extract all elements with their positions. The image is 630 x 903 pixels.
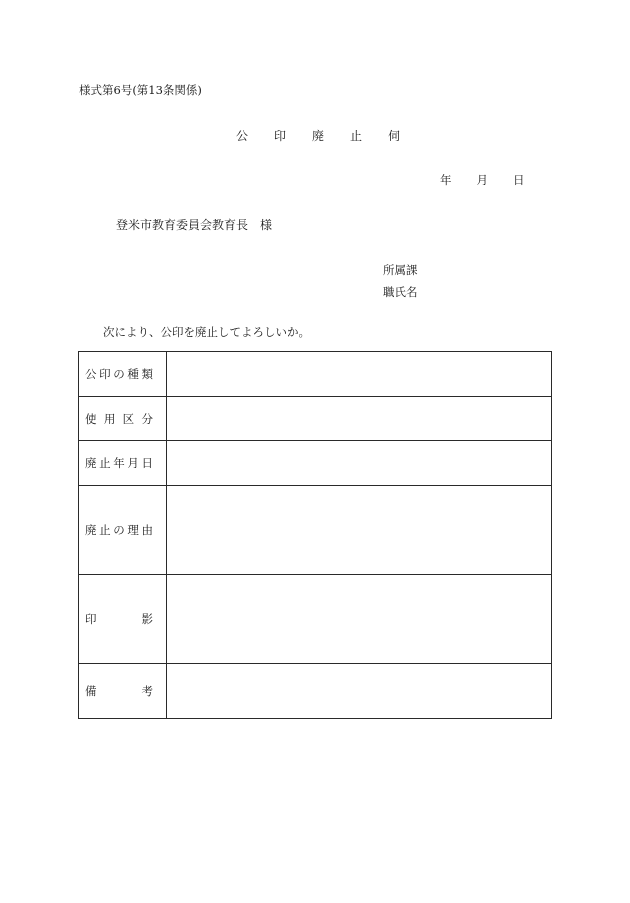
row-value-field[interactable]: [167, 575, 552, 664]
table-row: [79, 441, 552, 486]
position-name-label: 職氏名: [383, 285, 418, 299]
row-label-text: 備 考: [85, 684, 153, 698]
table-row: [79, 486, 552, 575]
intro-text: 次により、公印を廃止してよろしいか。: [103, 325, 310, 339]
sender-block: [383, 259, 418, 303]
department-label: 所属課: [383, 263, 418, 277]
table-row: [79, 352, 552, 397]
addressee-honorific: 様: [260, 218, 273, 232]
row-value-field[interactable]: [167, 486, 552, 575]
row-value-field[interactable]: [167, 352, 552, 397]
row-value-field[interactable]: [167, 441, 552, 486]
row-label-text: 公 印 の 種 類: [85, 367, 153, 381]
document-title: 公印廃止伺: [236, 129, 427, 143]
addressee-name: 登米市教育委員会教育長: [116, 218, 249, 232]
row-label-text: 廃 止 の 理 由: [85, 523, 153, 537]
seal-abolition-table: [78, 351, 552, 719]
row-label-text: 使 用 区 分: [85, 411, 153, 426]
row-label: [79, 575, 167, 664]
date-line: [440, 172, 525, 188]
year-label: 年: [440, 173, 452, 187]
month-label: 月: [476, 173, 488, 187]
table-row: [79, 575, 552, 664]
row-value-field[interactable]: [167, 664, 552, 719]
table-row: [79, 664, 552, 719]
day-label: 日: [513, 173, 525, 187]
form-number: 様式第6号(第13条関係): [79, 83, 202, 97]
row-value-field[interactable]: [167, 397, 552, 441]
row-label: [79, 441, 167, 486]
row-label: [79, 486, 167, 575]
table-row: [79, 397, 552, 441]
row-label-text: 印 影: [85, 612, 153, 626]
row-label: [79, 664, 167, 719]
row-label: [79, 352, 167, 397]
row-label: [79, 397, 167, 441]
row-label-text: 廃 止 年 月 日: [85, 456, 153, 470]
addressee: [116, 216, 272, 233]
